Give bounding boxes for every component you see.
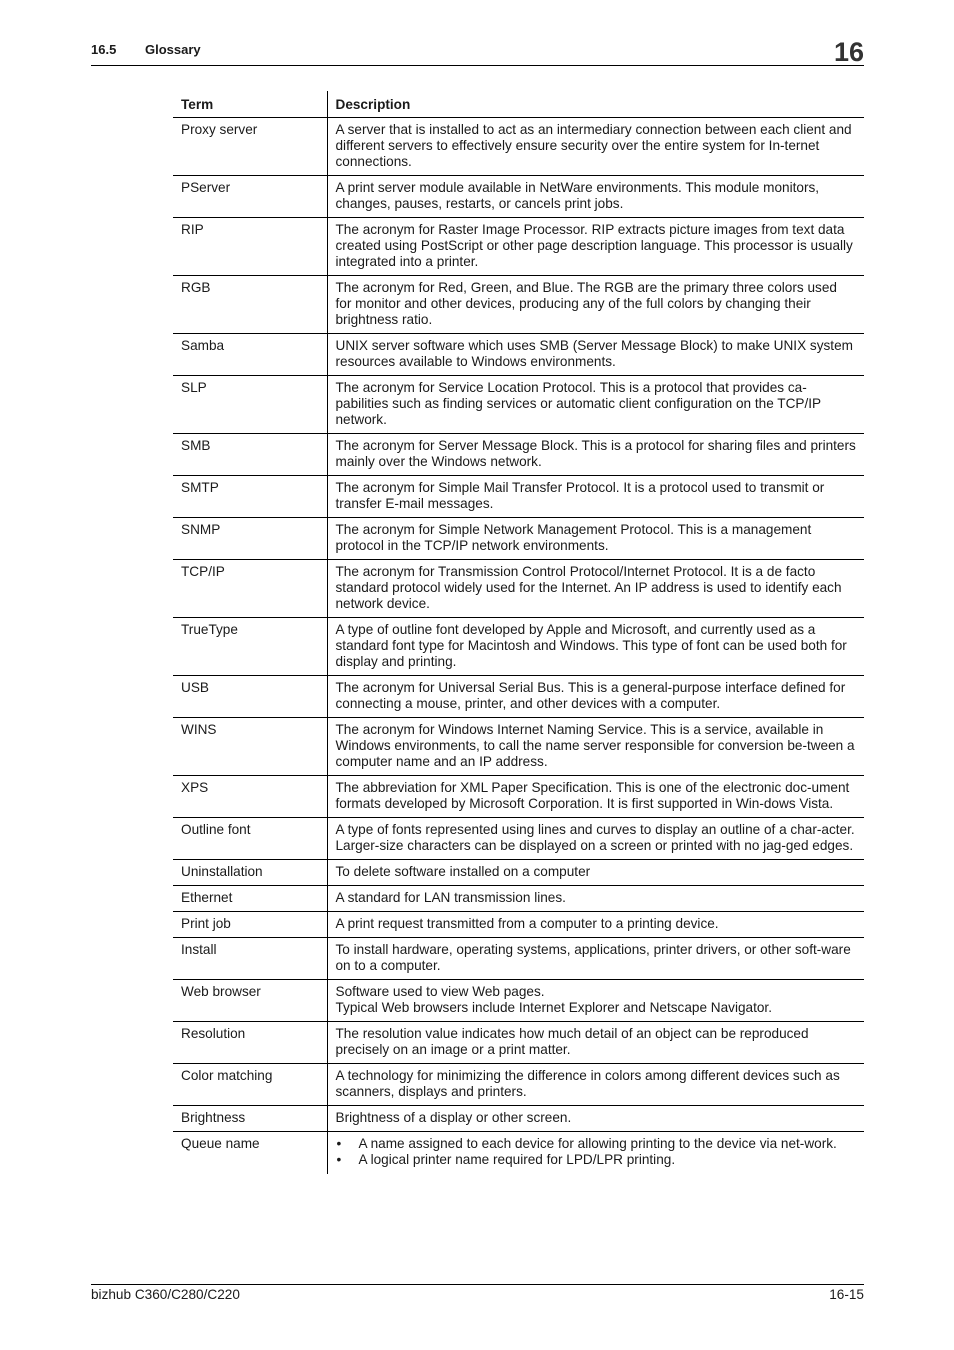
table-row (173, 617, 864, 675)
table-row (173, 517, 864, 559)
term-cell: Ethernet (173, 885, 327, 911)
term-cell: SLP (173, 375, 327, 433)
description-cell: The resolution value indicates how much detail of an object can be reproduced precisely on an image or a print matter. (327, 1021, 864, 1063)
table-row (173, 333, 864, 375)
table-row (173, 559, 864, 617)
table-row (173, 775, 864, 817)
column-header-description: Description (327, 91, 864, 117)
table-row (173, 175, 864, 217)
description-cell (327, 1131, 864, 1174)
table-row (173, 1063, 864, 1105)
term-cell: TCP/IP (173, 559, 327, 617)
table-row (173, 885, 864, 911)
description-cell: A type of fonts represented using lines and curves to display an outline of a char-acter. Larger-size characters can be displayed on a screen or printed with no jag-ged edges. (327, 817, 864, 859)
term-cell: RGB (173, 275, 327, 333)
column-header-term: Term (173, 91, 327, 117)
description-cell: Brightness of a display or other screen. (327, 1105, 864, 1131)
term-cell: Color matching (173, 1063, 327, 1105)
description-cell: The acronym for Universal Serial Bus. This is a general-purpose interface defined for connecting a mouse, printer, and other devices with a computer. (327, 675, 864, 717)
description-cell: The acronym for Transmission Control Protocol/Internet Protocol. It is a de facto standard protocol widely used for the Internet. An IP address is used to identify each network device. (327, 559, 864, 617)
description-cell: To install hardware, operating systems, applications, printer drivers, or other soft-ware on to a computer. (327, 937, 864, 979)
term-cell: Proxy server (173, 117, 327, 175)
term-cell: Queue name (173, 1131, 327, 1174)
table-row (173, 217, 864, 275)
table-row (173, 1021, 864, 1063)
glossary-table (173, 91, 864, 1174)
term-cell: USB (173, 675, 327, 717)
term-cell: XPS (173, 775, 327, 817)
description-cell: The acronym for Red, Green, and Blue. The RGB are the primary three colors used for monitor and other devices, producing any of the full colors by changing their brightness ratio. (327, 275, 864, 333)
term-cell: SMTP (173, 475, 327, 517)
description-cell: The acronym for Raster Image Processor. RIP extracts picture images from text data created using PostScript or other page description language. This processor is usually integrated into a printer. (327, 217, 864, 275)
bullet-item: • A logical printer name required for LPD/LPR printing. (336, 1152, 857, 1168)
description-cell: A print server module available in NetWare environments. This module monitors, changes, pauses, restarts, or cancels print jobs. (327, 175, 864, 217)
table-row (173, 859, 864, 885)
section-title: Glossary (145, 42, 201, 57)
page-number: 16-15 (829, 1287, 864, 1302)
description-line: Typical Web browsers include Internet Explorer and Netscape Navigator. (335, 999, 772, 1015)
table-header-row (173, 91, 864, 117)
page-footer (91, 1284, 864, 1302)
term-cell: Samba (173, 333, 327, 375)
description-cell: The acronym for Server Message Block. This is a protocol for sharing files and printers mainly over the Windows network. (327, 433, 864, 475)
table-row (173, 1105, 864, 1131)
table-row (173, 911, 864, 937)
description-cell: The acronym for Windows Internet Naming Service. This is a service, available in Windows environments, to call the name server responsible for conversion be-tween a computer name and an IP address. (327, 717, 864, 775)
table-row (173, 937, 864, 979)
description-cell: A standard for LAN transmission lines. (327, 885, 864, 911)
page-header (91, 38, 864, 66)
term-cell: Install (173, 937, 327, 979)
term-cell: Resolution (173, 1021, 327, 1063)
description-cell: The acronym for Service Location Protocol. This is a protocol that provides ca-pabilities such as finding services or automatic client configuration on the TCP/IP network. (327, 375, 864, 433)
table-row (173, 433, 864, 475)
table-row (173, 817, 864, 859)
description-cell: UNIX server software which uses SMB (Server Message Block) to make UNIX system resources available to Windows environments. (327, 333, 864, 375)
chapter-number: 16 (833, 37, 864, 67)
table-row (173, 717, 864, 775)
description-cell: The acronym for Simple Mail Transfer Protocol. It is a protocol used to transmit or transfer E-mail messages. (327, 475, 864, 517)
bullet-list (336, 1136, 857, 1168)
description-cell (327, 979, 864, 1021)
term-cell: PServer (173, 175, 327, 217)
term-cell: Brightness (173, 1105, 327, 1131)
term-cell: Outline font (173, 817, 327, 859)
bullet-item: • A name assigned to each device for allowing printing to the device via net-work. (336, 1136, 857, 1152)
table-row (173, 117, 864, 175)
description-cell: A technology for minimizing the difference in colors among different devices such as scanners, displays and printers. (327, 1063, 864, 1105)
table-row (173, 375, 864, 433)
description-line: Software used to view Web pages. (335, 983, 545, 999)
table-row (173, 1131, 864, 1174)
table-row (173, 675, 864, 717)
term-cell: RIP (173, 217, 327, 275)
term-cell: SMB (173, 433, 327, 475)
description-cell: A type of outline font developed by Apple and Microsoft, and currently used as a standard font type for Macintosh and Windows. This type of font can be used both for display and printing. (327, 617, 864, 675)
description-cell: The abbreviation for XML Paper Specification. This is one of the electronic doc-ument formats developed by Microsoft Corporation. It is first supported in Win-dows Vista. (327, 775, 864, 817)
description-cell: A print request transmitted from a computer to a printing device. (327, 911, 864, 937)
section-number: 16.5 (91, 42, 117, 57)
table-row (173, 275, 864, 333)
term-cell: Web browser (173, 979, 327, 1021)
term-cell: Uninstallation (173, 859, 327, 885)
description-cell: A server that is installed to act as an intermediary connection between each client and different servers to effectively ensure security over the entire system for In-ternet connections. (327, 117, 864, 175)
description-cell: The acronym for Simple Network Management Protocol. This is a management protocol in the TCP/IP network environments. (327, 517, 864, 559)
term-cell: TrueType (173, 617, 327, 675)
description-cell: To delete software installed on a computer (327, 859, 864, 885)
table-row (173, 979, 864, 1021)
term-cell: Print job (173, 911, 327, 937)
term-cell: WINS (173, 717, 327, 775)
term-cell: SNMP (173, 517, 327, 559)
product-model: bizhub C360/C280/C220 (91, 1287, 240, 1302)
table-row (173, 475, 864, 517)
